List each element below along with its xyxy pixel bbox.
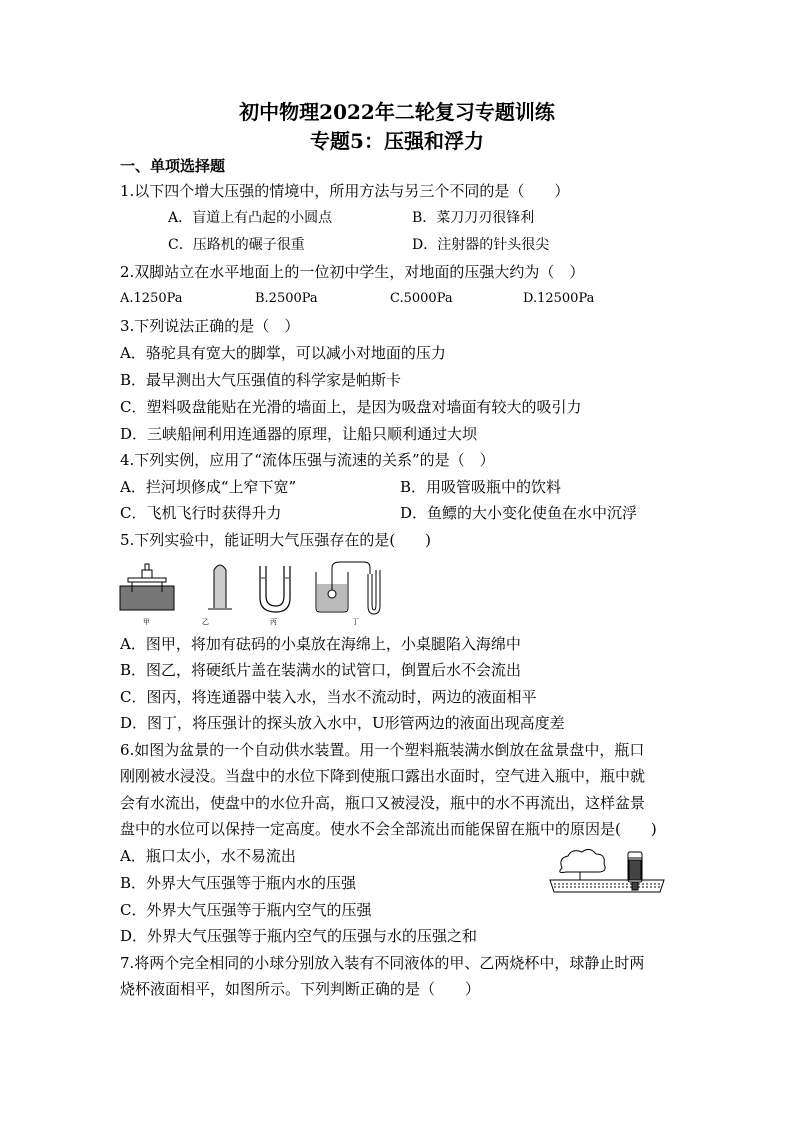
q6-option-b: B．外界大气压强等于瓶内水的压强	[120, 874, 357, 892]
doc-subtitle: 专题5：压强和浮力	[310, 129, 484, 153]
q2-option-a: A.1250Pa	[120, 291, 183, 306]
figure-yi-test-tube	[208, 565, 232, 609]
section-heading: 一、单项选择题	[120, 157, 226, 175]
q7-stem-line1: 7.将两个完全相同的小球分别放入装有不同液体的甲、乙两烧杯中，球静止时两	[120, 954, 645, 972]
q6-option-a: A．瓶口太小，水不易流出	[120, 847, 296, 865]
q6-bonsai-figure	[548, 846, 666, 898]
q5-caption-yi: 乙	[202, 618, 209, 626]
q4-option-b: B．用吸管吸瓶中的饮料	[400, 478, 562, 496]
q6-stem-line2: 刚刚被水浸没。当盘中的水位下降到使瓶口露出水面时，空气进入瓶中，瓶中就	[120, 767, 646, 785]
q6-stem-line4: 盘中的水位可以保持一定高度。使水不会全部流出而能保留在瓶中的原因是( )	[120, 820, 657, 838]
q5-stem: 5.下列实验中，能证明大气压强存在的是( )	[120, 531, 432, 549]
q5-caption-bing: 丙	[270, 618, 277, 626]
q1-option-d: D．注射器的针头很尖	[412, 237, 550, 253]
q6-option-c: C．外界大气压强等于瓶内空气的压强	[120, 901, 372, 919]
q5-option-a: A．图甲，将加有砝码的小桌放在海绵上，小桌腿陷入海绵中	[120, 635, 521, 653]
figure-ding-pressure-gauge	[316, 562, 380, 614]
q6-option-d: D．外界大气压强等于瓶内空气的压强与水的压强之和	[120, 927, 478, 945]
q3-option-a: A．骆驼具有宽大的脚掌，可以减小对地面的压力	[120, 344, 446, 362]
doc-title: 初中物理2022年二轮复习专题训练	[239, 100, 555, 124]
q2-option-d: D.12500Pa	[523, 291, 595, 306]
q5-figures	[118, 558, 408, 628]
q5-option-c: C．图丙，将连通器中装入水，当水不流动时，两边的液面相平	[120, 688, 537, 706]
q4-option-d: D．鱼鳔的大小变化使鱼在水中沉浮	[400, 504, 638, 522]
q4-option-c: C．飞机飞行时获得升力	[120, 504, 282, 522]
q5-option-b: B．图乙，将硬纸片盖在装满水的试管口，倒置后水不会流出	[120, 661, 522, 679]
figure-jia-table-on-sponge	[120, 564, 174, 610]
q3-option-d: D．三峡船闸利用连通器的原理，让船只顺利通过大坝	[120, 425, 478, 443]
q1-option-c: C．压路机的碾子很重	[168, 237, 305, 253]
q2-stem: 2.双脚站立在水平地面上的一位初中学生，对地面的压强大约为（ ）	[120, 263, 585, 281]
q1-option-b: B．菜刀刀刃很锋利	[412, 210, 535, 226]
q3-stem: 3.下列说法正确的是（ ）	[120, 317, 300, 335]
q6-stem-line3: 会有水流出，使盘中的水位升高，瓶口又被浸没，瓶中的水不再流出，这样盆景	[120, 794, 646, 812]
q5-caption-ding: 丁	[352, 618, 359, 626]
q4-option-a: A．拦河坝修成“上窄下宽”	[120, 478, 297, 496]
q1-option-a: A．盲道上有凸起的小圆点	[168, 210, 333, 226]
q1-stem: 1.以下四个增大压强的情境中，所用方法与另三个不同的是（ ）	[120, 182, 570, 200]
q2-option-c: C.5000Pa	[390, 291, 453, 306]
figure-bing-u-tube	[260, 566, 290, 612]
q3-option-c: C．塑料吸盘能贴在光滑的墙面上，是因为吸盘对墙面有较大的吸引力	[120, 398, 582, 416]
q5-option-d: D．图丁，将压强计的探头放入水中，U形管两边的液面出现高度差	[120, 714, 565, 732]
q3-option-b: B．最早测出大气压强值的科学家是帕斯卡	[120, 371, 402, 389]
q2-option-b: B.2500Pa	[255, 291, 318, 306]
q6-stem-line1: 6.如图为盆景的一个自动供水装置。用一个塑料瓶装满水倒放在盆景盘中，瓶口	[120, 741, 645, 759]
q4-stem: 4.下列实例，应用了“流体压强与流速的关系”的是（ ）	[120, 451, 495, 469]
q5-caption-jia: 甲	[143, 618, 150, 626]
q7-stem-line2: 烧杯液面相平，如图所示。下列判断正确的是（ ）	[120, 980, 481, 998]
